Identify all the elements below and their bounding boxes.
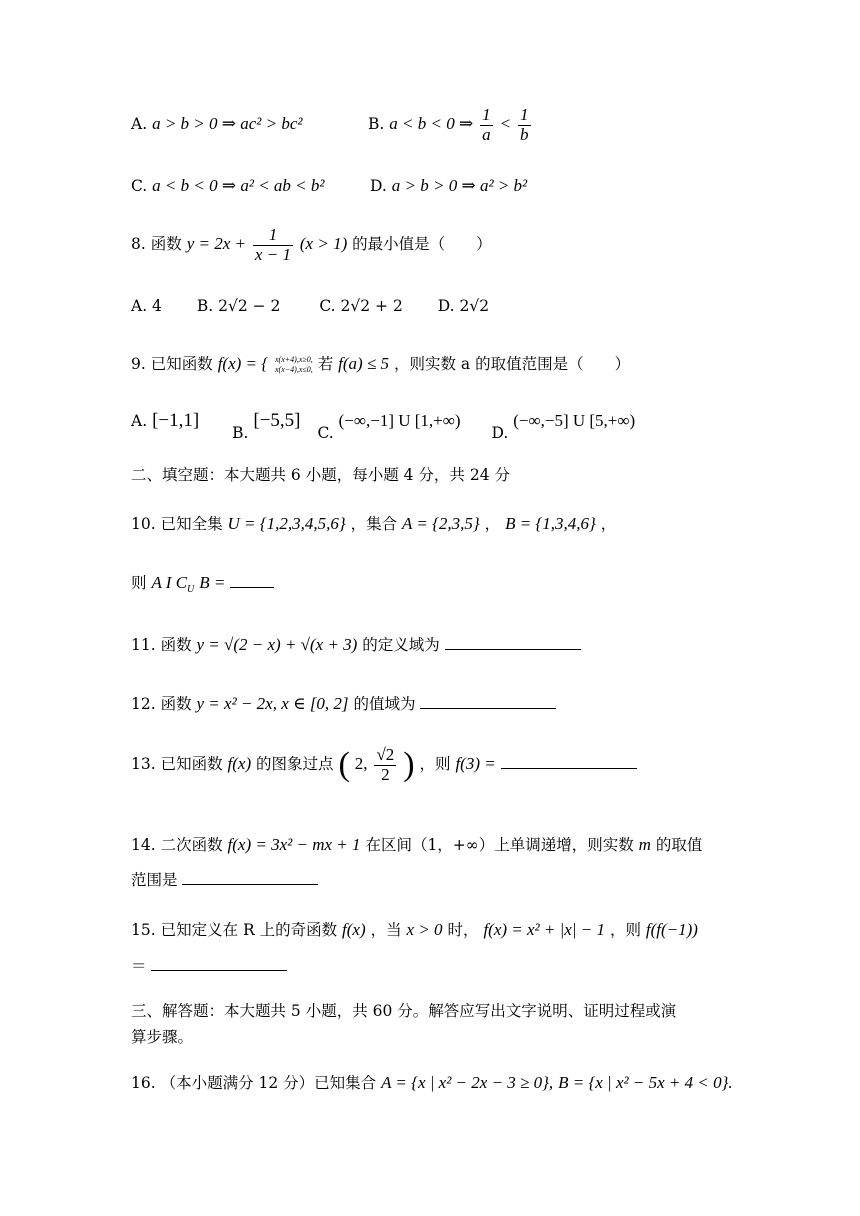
condition-expression: x > 0 bbox=[406, 920, 443, 939]
question-text: 函数 bbox=[150, 235, 182, 254]
function-value: f(3) = bbox=[455, 754, 496, 774]
q7-option-c bbox=[131, 176, 325, 196]
q14-line-2 bbox=[131, 870, 318, 890]
q10-line-1 bbox=[131, 514, 616, 534]
function-expression: y = 2x + bbox=[186, 234, 246, 254]
q10-line-2 bbox=[131, 573, 274, 596]
option-b: [−5,5] bbox=[253, 410, 301, 431]
function-name: f(x) bbox=[227, 754, 252, 774]
piece-case-1: x(x+4),x≥0, bbox=[275, 354, 313, 364]
section-3-heading-line-1: 三、解答题：本大题共 5 小题，共 60 分。解答应写出文字说明、证明过程或演 bbox=[131, 1002, 677, 1020]
right-paren: ) bbox=[403, 746, 415, 784]
question-text: 15. 已知定义在 R 上的奇函数 bbox=[131, 921, 338, 939]
question-text: ，则 bbox=[419, 755, 451, 774]
subscript: U bbox=[187, 584, 195, 596]
question-text: ，则实数 a 的取值范围是（ ） bbox=[394, 355, 631, 373]
q16 bbox=[131, 1073, 733, 1093]
question-text: 的图象过点 bbox=[256, 755, 334, 774]
question-text: 12. 函数 bbox=[131, 695, 192, 713]
option-b-label: B. bbox=[232, 424, 249, 442]
option-c: C. 2√2 + 2 bbox=[319, 297, 403, 315]
fraction-1-over-x-minus-1: $\frac{1}{x - 1}$ bbox=[254, 225, 291, 264]
option-label: C. bbox=[131, 177, 148, 195]
universal-set: U = {1,2,3,4,5,6} bbox=[227, 514, 346, 533]
q15-line-2 bbox=[131, 956, 287, 976]
option-a-label: A. bbox=[131, 412, 148, 430]
q7-option-d bbox=[370, 176, 527, 196]
q8-options bbox=[131, 297, 489, 316]
condition-expression: f(a) ≤ 5 bbox=[338, 354, 390, 373]
question-text: ，则 bbox=[609, 921, 641, 939]
option-c-label: C. bbox=[317, 424, 334, 442]
q8-stem bbox=[131, 226, 492, 264]
separator: ， bbox=[484, 515, 501, 533]
question-text: 10. 已知全集 bbox=[131, 515, 223, 533]
option-label: B. bbox=[368, 115, 385, 134]
set-b: B = {1,3,4,6} bbox=[505, 514, 596, 533]
question-number: 9. bbox=[131, 355, 146, 373]
left-paren: ( bbox=[338, 746, 350, 784]
option-expression: a < b < 0 ⇒ a² < ab < b² bbox=[152, 176, 325, 195]
answer-blank[interactable] bbox=[182, 870, 318, 885]
complement-expression: B = bbox=[199, 573, 226, 592]
q12 bbox=[131, 694, 556, 714]
option-a: [−1,1] bbox=[152, 410, 200, 431]
function-expression: f(x) = x² + |x| − 1 bbox=[483, 920, 605, 939]
set-a: A = {2,3,5} bbox=[402, 514, 480, 533]
variable-m: m bbox=[638, 835, 651, 854]
q15-line-1 bbox=[131, 920, 698, 940]
question-text: 时， bbox=[447, 921, 479, 939]
point-x: 2, bbox=[354, 754, 368, 774]
question-text: 范围是 bbox=[131, 871, 178, 889]
option-a: A. 4 bbox=[131, 297, 162, 315]
piece-case-2: x(x−4),x≤0, bbox=[275, 365, 313, 374]
question-text: 16. （本小题满分 12 分）已知集合 bbox=[131, 1074, 377, 1092]
separator: ， bbox=[600, 515, 617, 533]
asked-expression: f(f(−1)) bbox=[645, 920, 698, 939]
q13 bbox=[131, 746, 637, 784]
answer-blank[interactable] bbox=[445, 635, 581, 650]
question-text: 的取值 bbox=[655, 836, 703, 854]
option-d: D. 2√2 bbox=[437, 297, 490, 315]
answer-blank[interactable] bbox=[501, 754, 637, 769]
less-than-sign: < bbox=[499, 114, 512, 134]
question-text: 在区间（1，+∞）上单调递增，则实数 bbox=[365, 836, 634, 854]
set-a: A = {x | x² − 2x − 3 ≥ 0}, bbox=[381, 1073, 554, 1092]
question-text: 14. 二次函数 bbox=[131, 836, 223, 854]
fraction-1-over-b: $\frac{1}{b}$ bbox=[520, 105, 529, 144]
option-d: (−∞,−5] U [5,+∞) bbox=[513, 411, 636, 430]
option-expression: a > b > 0 ⇒ a² > b² bbox=[391, 176, 528, 195]
function-expression: f(x) = 3x² − mx + 1 bbox=[227, 835, 361, 854]
question-text: 的最小值是（ ） bbox=[352, 235, 492, 254]
q9-stem bbox=[131, 354, 630, 375]
q7-option-b bbox=[368, 106, 533, 144]
section-2-heading: 二、填空题：本大题共 6 小题，每小题 4 分，共 24 分 bbox=[131, 466, 511, 484]
complement-expression: A I C bbox=[151, 573, 188, 592]
function-expression: y = x² − 2x, x ∈ [0, 2] bbox=[196, 694, 349, 713]
piecewise-function: f(x) = { bbox=[217, 354, 269, 373]
option-expression: a < b < 0 ⇒ bbox=[389, 114, 474, 134]
function-expression: y = √(2 − x) + √(x + 3) bbox=[196, 635, 358, 654]
fraction-1-over-a: $\frac{1}{a}$ bbox=[482, 105, 491, 144]
question-text: 的值域为 bbox=[353, 695, 416, 713]
option-d-label: D. bbox=[491, 424, 509, 442]
question-text: 若 bbox=[317, 355, 334, 373]
option-label: A. bbox=[131, 115, 148, 133]
answer-blank[interactable] bbox=[151, 956, 287, 971]
question-text: 则 bbox=[131, 574, 147, 592]
question-text: ，集合 bbox=[350, 515, 398, 533]
option-label: D. bbox=[370, 177, 387, 195]
option-b: B. 2√2 − 2 bbox=[196, 297, 281, 315]
question-text: ＝ bbox=[131, 957, 147, 975]
question-text: 11. 函数 bbox=[131, 636, 192, 654]
q9-options bbox=[131, 410, 636, 442]
question-text: 13. 已知函数 bbox=[131, 755, 223, 774]
q11 bbox=[131, 635, 581, 655]
domain-condition: (x > 1) bbox=[299, 234, 348, 254]
answer-blank[interactable] bbox=[230, 573, 274, 588]
point-y-fraction: $\frac{√2}{2}$ bbox=[376, 745, 395, 784]
option-expression: a > b > 0 ⇒ ac² > bc² bbox=[152, 114, 303, 133]
option-c: (−∞,−1] U [1,+∞) bbox=[338, 411, 461, 430]
question-text: ，当 bbox=[370, 921, 402, 939]
function-name: f(x) bbox=[342, 920, 366, 939]
q14-line-1 bbox=[131, 835, 702, 855]
piecewise-cases bbox=[275, 355, 313, 376]
set-b: B = {x | x² − 5x + 4 < 0}. bbox=[558, 1073, 733, 1092]
question-text: 的定义域为 bbox=[362, 636, 440, 654]
question-text: 已知函数 bbox=[150, 355, 213, 373]
section-3-heading-line-2: 算步骤。 bbox=[131, 1028, 194, 1046]
question-number: 8. bbox=[131, 235, 146, 254]
q7-option-a bbox=[131, 114, 303, 134]
answer-blank[interactable] bbox=[420, 694, 556, 709]
